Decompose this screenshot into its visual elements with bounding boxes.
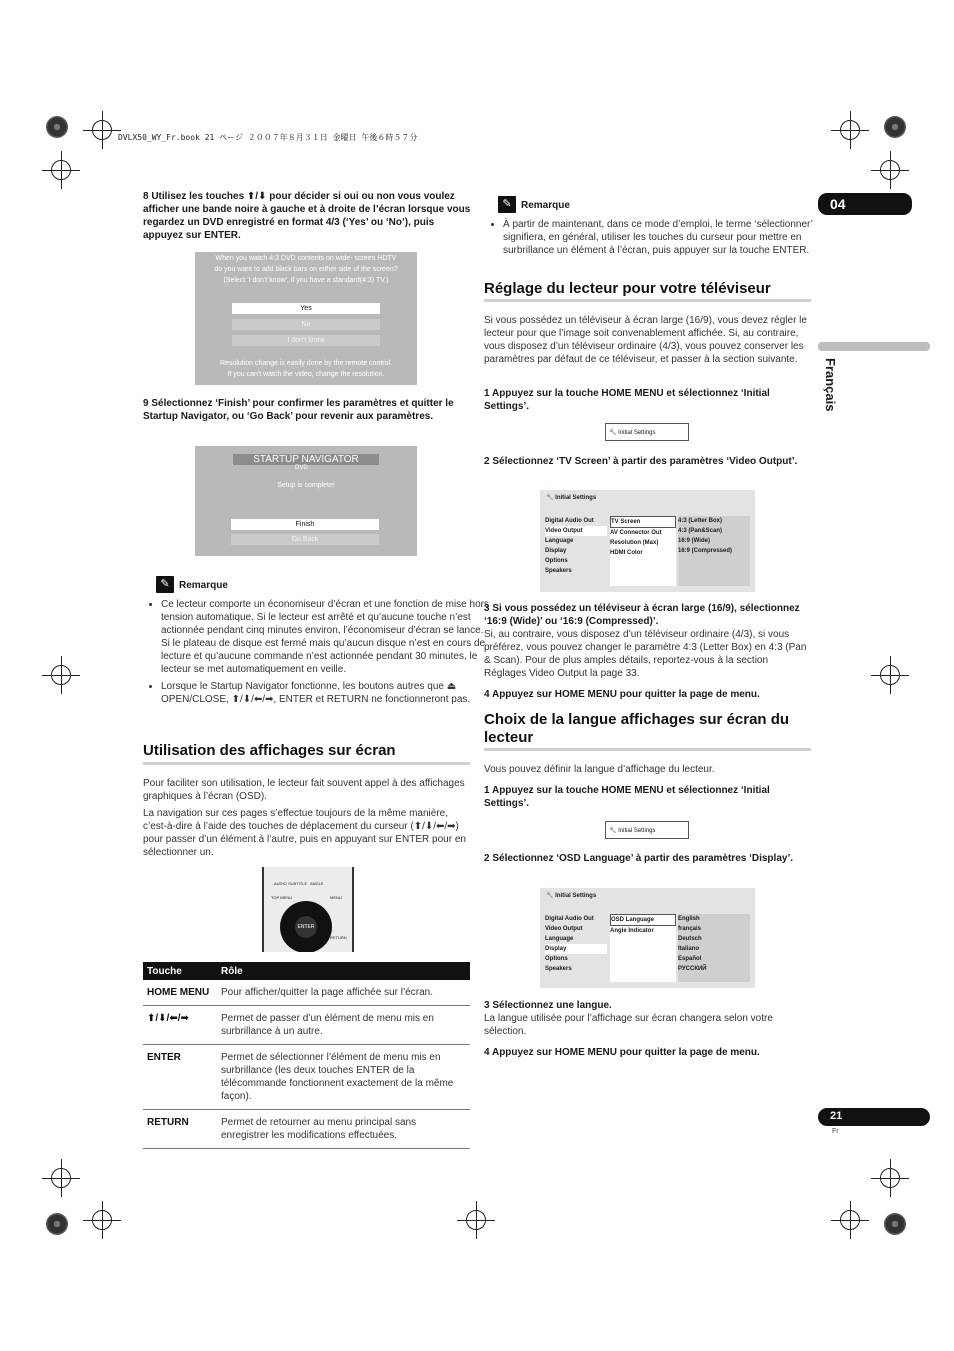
remote-menu-label: MENU [330,895,342,900]
table-row [143,1110,470,1149]
option-yes[interactable]: Yes [232,303,380,314]
table-cell: RETURN [143,1110,217,1149]
section-divider [484,299,811,302]
black-bars-screen [195,252,417,385]
menu-item[interactable]: OSD Language [610,914,676,926]
tv-step-2: 2 Sélectionnez ‘TV Screen’ à partir des paramètres ‘Video Output’. [484,456,798,467]
crosshair-icon [51,665,71,685]
section-title-osd: Utilisation des affichages sur écran [143,742,396,759]
screen-footer-line: Resolution change is easily done by the remote control. [220,360,392,367]
language-step-4: 4 Appuyez sur HOME MENU pour quitter la page de menu. [484,1047,760,1058]
crosshair-icon [880,1168,900,1188]
menu-item[interactable]: Video Output [545,526,607,536]
initial-settings-button[interactable] [605,423,689,441]
keys-table [143,962,470,1149]
menu-item[interactable]: Speakers [545,966,572,972]
remote-return-label: RETURN [330,935,347,940]
menu-settings [610,516,676,586]
menu-item[interactable]: Resolution (Max) [610,540,659,546]
menu-title-text: Initial Settings [555,893,597,899]
remark-title: Remarque [179,580,228,591]
remote-control-illustration [262,867,354,952]
menu-item[interactable]: Language [545,936,574,942]
tv-step-3: 3 Si vous possédez un téléviseur à écran large (16/9), sélectionnez ‘16:9 (Wide)’ ou ‘16:9 (Compressed)’. [484,603,800,627]
step-9: 9 Sélectionnez ‘Finish’ pour confirmer les paramètres et quitter le Startup Navigator, ou ‘Go Back’ pour revenir aux paramètres. [143,398,454,422]
table-cell: ENTER [143,1045,217,1110]
menu-item[interactable]: HDMI Color [610,550,643,556]
crosshair-icon [880,665,900,685]
crosshair-icon [92,1210,112,1230]
menu-values [678,516,750,586]
menu-title [546,494,596,501]
tv-intro-paragraph: Si vous possédez un téléviseur à écran large (16/9), vous devez régler le lecteur pour que l’image soit convenablement affichée. Si, au contraire, vous disposez d’un téléviseur ordinaire (4/3), vous pouvez conserver les paramètres par défaut de ce téléviseur, et passer à la section suivante. [484,315,807,365]
menu-item[interactable]: Options [545,956,568,962]
menu-title [546,892,596,899]
menu-settings [610,914,676,982]
table-header: Touche [143,962,217,980]
remark-item: • À partir de maintenant, dans ce mode d’emploi, le terme ‘sélectionner’ signifiera, en général, utiliser les touches du curseur pour mettre en surbrillance un élément à l’écran, puis appuyer sur la touche ENTER. [503,218,829,257]
language-step-3: 3 Sélectionnez une langue. [484,1000,612,1011]
file-info-header: DVLX50_WY_Fr.book 21 ページ ２００７年８月３１日 金曜日 午後６時５７分 [118,133,418,142]
language-tab-label: Français [823,358,838,412]
chapter-number: 04 [830,196,846,212]
section-divider [484,748,811,751]
menu-item[interactable]: AV Connector Out [610,530,662,536]
menu-item[interactable]: Video Output [545,926,583,932]
table-cell: Permet de sélectionner l’élément de menu mis en surbrillance (les deux touches ENTER de la télécommande fonctionnent exactement de la même façon). [217,1045,470,1110]
section-title-tv: Réglage du lecteur pour votre téléviseur [484,280,771,297]
table-row [143,980,470,1006]
table-cell: Permet de retourner au menu principal sans enregistrer les modifications effectuées. [217,1110,470,1149]
menu-item[interactable]: Language [545,538,574,544]
section-divider [143,762,470,765]
menu-item[interactable]: 4:3 (Pan&Scan) [678,528,723,534]
table-cell: Permet de passer d’un élément de menu mis en surbrillance à un autre. [217,1006,470,1045]
page-number-tab [818,1108,930,1126]
registration-disk-bottom-right [884,1213,906,1235]
remote-angle-label: ANGLE [310,881,324,886]
menu-item[interactable]: 16:9 (Wide) [678,538,710,544]
crosshair-icon [466,1210,486,1230]
remark-list [485,218,829,261]
table-cell: HOME MENU [143,980,217,1006]
screen-title: STARTUP NAVIGATOR [233,454,379,465]
go-back-option[interactable]: Go Back [231,534,379,545]
option-no[interactable]: No [232,319,380,330]
initial-settings-label: Initial Settings [618,430,656,436]
remote-top-menu-label: TOP MENU [271,895,292,900]
menu-item[interactable]: Digital Audio Out [545,916,594,922]
screen-line: do you want to add black bars on either side of the screen? [214,266,398,273]
crosshair-icon [92,120,112,140]
remark-list [143,598,491,710]
language-step-1: 1 Appuyez sur la touche HOME MENU et sélectionnez ‘Initial Settings’. [484,785,770,809]
menu-item[interactable]: Deutsch [678,936,702,942]
settings-icon: 🔧 [609,430,617,436]
menu-values [678,914,750,982]
menu-item[interactable]: 4:3 (Letter Box) [678,518,723,524]
option-dont-know[interactable]: I don't know [232,335,380,346]
crosshair-icon [840,1210,860,1230]
initial-settings-label: Initial Settings [618,828,656,834]
video-output-menu [540,490,755,592]
tv-step-1: 1 Appuyez sur la touche HOME MENU et sélectionnez ‘Initial Settings’. [484,388,770,412]
section-title-language: Choix de la langue affichages sur écran du lecteur [484,711,790,746]
menu-item[interactable]: 16:9 (Compressed) [678,548,733,554]
page-lang: Fr [832,1128,839,1135]
remote-subtitle-label: SUBTITLE [288,881,308,886]
crosshair-icon [840,120,860,140]
crosshair-icon [51,1168,71,1188]
menu-item[interactable]: français [678,926,702,932]
menu-item[interactable]: Angle Indicator [610,928,654,934]
navigation-paragraph: La navigation sur ces pages s’effectue toujours de la même manière, c’est-à-dire à l’aide des touches de déplacement du curseur (⬆/⬇/⬅/➡) pour passer d’un élément à l’autre, puis en appuyant sur ENTER pour en sélectionner un. [143,808,466,858]
menu-item[interactable]: РУССКИЙ [678,966,707,972]
crosshair-icon [51,160,71,180]
screen-message: Setup is complete! [277,482,335,489]
finish-option[interactable]: Finish [231,519,379,530]
menu-item[interactable]: Options [545,558,568,564]
registration-disk-bottom-left [46,1213,68,1235]
remote-enter-button: ENTER [295,916,317,938]
initial-settings-button[interactable] [605,821,689,839]
remote-dpad [280,901,332,952]
table-header: Rôle [217,962,470,980]
startup-navigator-screen [195,446,417,556]
table-row [143,1045,470,1110]
screen-footer-line: If you can't watch the video, change the resolution. [227,371,385,378]
remark-item: • Ce lecteur comporte un économiseur d’écran et une fonction de mise hors tension automatique. Si le lecteur est arrêté et qu’aucune touche n’est actionnée pendant cinq minutes environ, l’économiseur d’écran se lance. Si le plateau de disque est fermé mais qu’aucun disque n’est en cours de lecture et qu’aucune commande n’est actionnée pendant 30 minutes, le lecteur se met automatiquement en veille. [161,598,491,676]
screen-subtitle: DVD [295,465,308,471]
menu-title-text: Initial Settings [555,495,597,501]
note-icon: ✎ [156,576,174,593]
menu-categories [545,516,607,576]
settings-icon: 🔧 [546,495,554,501]
menu-item[interactable]: Display [545,944,607,954]
table-cell: ⬆/⬇/⬅/➡ [143,1006,217,1045]
menu-item[interactable]: Italiano [678,946,700,952]
menu-item[interactable]: Digital Audio Out [545,518,594,524]
remark-title: Remarque [521,200,570,211]
menu-item[interactable]: English [678,916,700,922]
registration-disk-top-right [884,116,906,138]
menu-item[interactable]: Display [545,548,567,554]
crosshair-icon [880,160,900,180]
language-step-3-text: La langue utilisée pour l’affichage sur écran changera selon votre sélection. [484,1013,773,1037]
remote-audio-label: AUDIO [274,881,287,886]
tv-step-4: 4 Appuyez sur HOME MENU pour quitter la page de menu. [484,689,760,700]
tv-step-3-text: Si, au contraire, vous disposez d’un téléviseur ordinaire (4/3), si vous préférez, vous pouvez changer le paramètre 4:3 (Letter Box) en 4:3 (Pan & Scan). Pour de plus amples détails, reportez-vous à la section Réglages Video Output la page 33. [484,629,807,679]
chapter-tab [818,193,912,215]
language-step-2: 2 Sélectionnez ‘OSD Language’ à partir des paramètres ‘Display’. [484,853,793,864]
menu-item[interactable]: TV Screen [610,516,676,528]
registration-disk-top-left [46,116,68,138]
language-tab-bar [818,342,930,351]
menu-item[interactable]: Speakers [545,568,572,574]
remark-item: • Lorsque le Startup Navigator fonctionne, les boutons autres que ⏏ OPEN/CLOSE, ⬆/⬇/⬅/➡, ENTER et RETURN ne fonctionneront pas. [161,680,491,706]
settings-icon: 🔧 [609,828,617,834]
page-number: 21 [830,1110,843,1122]
note-icon: ✎ [498,196,516,213]
settings-icon: 🔧 [546,893,554,899]
step-8: 8 Utilisez les touches ⬆/⬇ pour décider si oui ou non vous voulez afficher une bande noire à gauche et à droite de l’écran lorsque vous regardez un DVD enregistré en format 4/3 (‘Yes’ ou ‘No’), puis appuyez sur ENTER. [143,191,471,241]
intro-paragraph: Pour faciliter son utilisation, le lecteur fait souvent appel à des affichages graphiques à l’écran (OSD). [143,778,465,802]
menu-categories [545,914,607,974]
screen-line: When you watch 4:3 DVD contents on wide- screen HDTV [215,255,397,262]
table-row [143,1006,470,1045]
screen-line: (Select 'I don't know', if you have a standard(4:3) TV.) [223,277,389,284]
language-intro: Vous pouvez définir la langue d’affichage du lecteur. [484,764,715,775]
table-cell: Pour afficher/quitter la page affichée sur l’écran. [217,980,470,1006]
menu-item[interactable]: Español [678,956,702,962]
display-menu [540,888,755,988]
